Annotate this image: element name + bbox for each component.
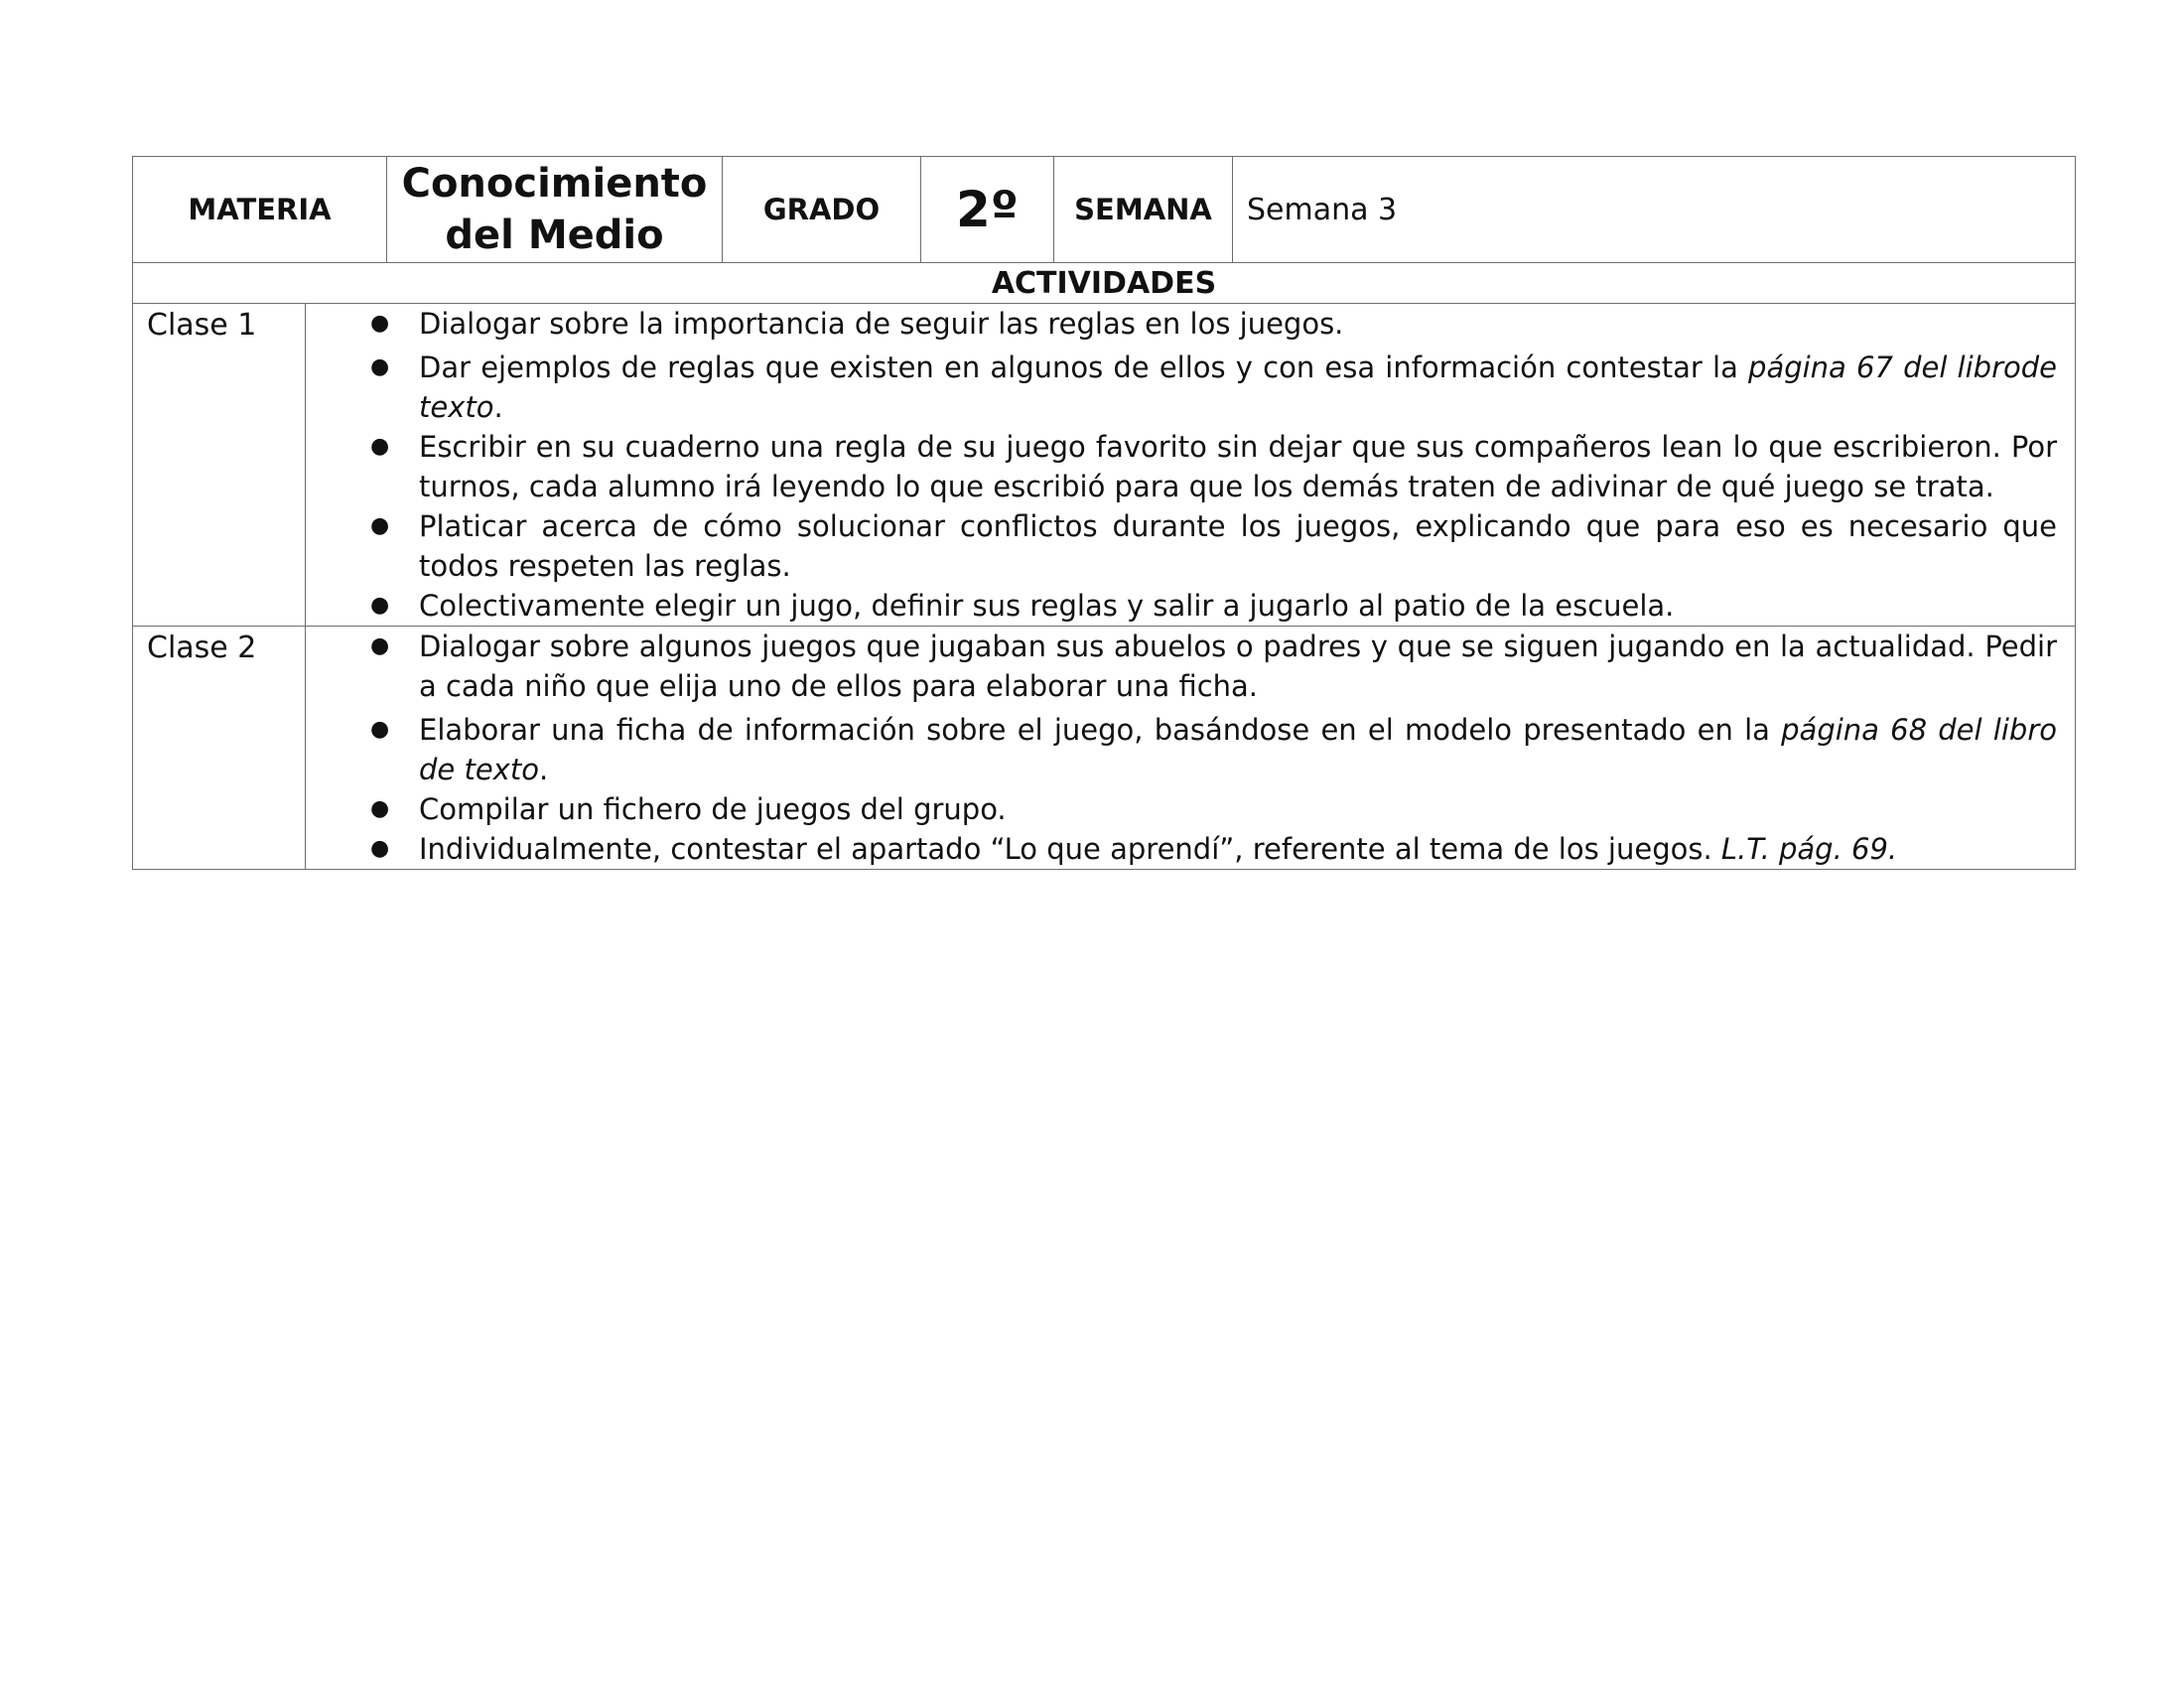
actividades-title: ACTIVIDADES	[133, 263, 2076, 304]
grado-label: GRADO	[723, 157, 921, 263]
header-row	[133, 157, 2076, 263]
bullet-icon: ●	[370, 354, 390, 379]
activity-text: Escribir en su cuaderno una regla de su juego favorito sin dejar que sus compañeros lean lo que escribieron. Por turnos, cada alumno irá leyendo lo que escribió para que los demás traten de adivinar de qué juego se trata.	[419, 430, 2057, 503]
bullet-icon: ●	[370, 434, 390, 459]
activity-item	[306, 427, 2075, 506]
activity-item	[306, 348, 2075, 427]
textbook-reference: página 67 del librode texto	[419, 351, 2057, 424]
activity-text: Dialogar sobre la importancia de seguir las reglas en los juegos.	[419, 307, 1344, 341]
activity-text: Dar ejemplos de reglas que existen en algunos de ellos y con esa información contestar la	[419, 351, 1749, 384]
materia-label: MATERIA	[133, 157, 387, 263]
activity-list	[306, 304, 2075, 626]
bullet-icon: ●	[370, 796, 390, 821]
semana-label: SEMANA	[1054, 157, 1233, 263]
bullet-icon: ●	[370, 717, 390, 742]
actividades-header-row	[133, 263, 2076, 304]
activity-item	[306, 506, 2075, 586]
activity-text-end: .	[538, 753, 549, 786]
clase-label: Clase 1	[133, 304, 306, 627]
activity-item	[306, 304, 2075, 344]
clase-row	[133, 304, 2076, 627]
activity-text: Individualmente, contestar el apartado “Lo que aprendí”, referente al tema de los juegos.	[419, 832, 1721, 866]
activity-list	[306, 627, 2075, 869]
activity-item	[306, 829, 2075, 869]
materia-value-line1: Conocimiento	[401, 161, 708, 207]
clase-label: Clase 2	[133, 627, 306, 870]
activity-item	[306, 586, 2075, 626]
bullet-icon: ●	[370, 633, 390, 658]
bullet-icon: ●	[370, 836, 390, 861]
clase-activities	[306, 304, 2076, 627]
activity-text: Colectivamente elegir un jugo, definir sus reglas y salir a jugarlo al patio de la escuela.	[419, 589, 1675, 623]
lesson-plan-table	[132, 156, 2076, 870]
activity-text: Dialogar sobre algunos juegos que jugaban sus abuelos o padres y que se siguen jugando en la actualidad. Pedir a cada niño que elija uno de ellos para elaborar una ficha.	[419, 630, 2057, 703]
lesson-plan-sheet	[132, 156, 2075, 870]
activity-text: Compilar un fichero de juegos del grupo.	[419, 792, 1007, 826]
activity-item	[306, 789, 2075, 829]
activity-item	[306, 710, 2075, 789]
textbook-reference: L.T. pág. 69.	[1720, 832, 1898, 866]
activity-text: Platicar acerca de cómo solucionar conflictos durante los juegos, explicando que para eso es necesario que todos respeten las reglas.	[419, 509, 2057, 583]
bullet-icon: ●	[370, 311, 390, 336]
clase-activities	[306, 627, 2076, 870]
textbook-reference: página 68 del libro de texto	[419, 713, 2057, 786]
clase-row	[133, 627, 2076, 870]
semana-value: Semana 3	[1233, 157, 2076, 263]
grado-value: 2º	[921, 157, 1054, 263]
materia-value	[387, 157, 723, 263]
materia-value-line2: del Medio	[445, 212, 664, 258]
activity-text: Elaborar una ficha de información sobre el juego, basándose en el modelo presentado en la	[419, 713, 1782, 747]
activity-item	[306, 627, 2075, 706]
bullet-icon: ●	[370, 593, 390, 618]
bullet-icon: ●	[370, 513, 390, 538]
activity-text-end: .	[493, 390, 503, 424]
